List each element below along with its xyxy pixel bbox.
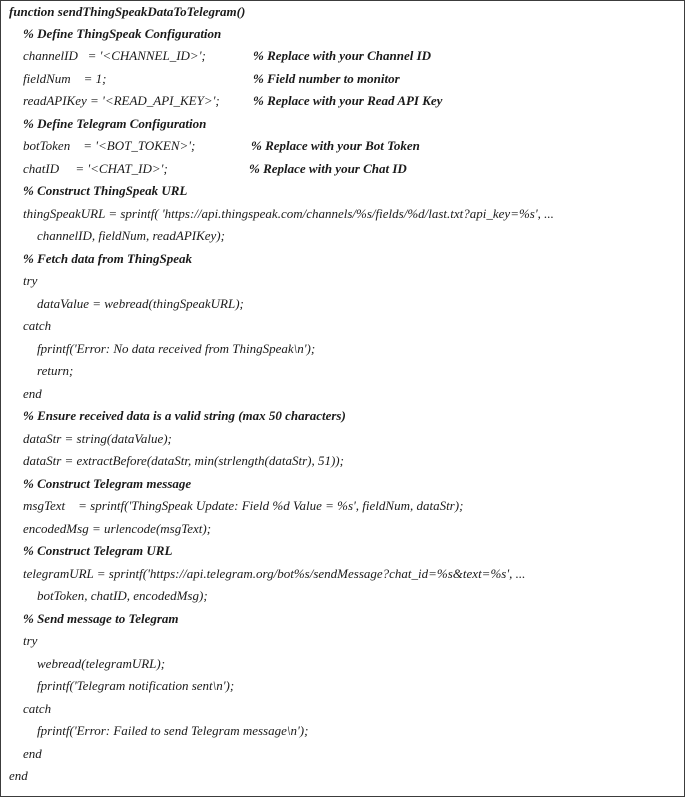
code-data-str-string: dataStr = string(dataValue); bbox=[23, 431, 172, 446]
code-error-failed: fprintf('Error: Failed to send Telegram message\n'); bbox=[37, 723, 309, 738]
code-notification-sent: fprintf('Telegram notification sent\n'); bbox=[37, 678, 235, 693]
code-chat-id: chatID = '<CHAT_ID>'; bbox=[23, 161, 168, 176]
comment-read-api-key: % Replace with your Read API Key bbox=[253, 93, 443, 108]
code-bot-token: botToken = '<BOT_TOKEN>'; bbox=[23, 138, 196, 153]
code-msg-text: msgText = sprintf('ThingSpeak Update: Field %d Value = %s', fieldNum, dataStr); bbox=[23, 498, 464, 513]
code-encoded-msg: encodedMsg = urlencode(msgText); bbox=[23, 521, 212, 536]
comment-field-num: % Field number to monitor bbox=[253, 71, 400, 86]
code-thingspeak-url-line1: thingSpeakURL = sprintf( 'https://api.thingspeak.com/channels/%s/fields/%d/last.txt?api_key=%s', ... bbox=[23, 206, 554, 221]
comment-bot-token: % Replace with your Bot Token bbox=[251, 138, 420, 153]
code-read-api-key: readAPIKey = '<READ_API_KEY>'; bbox=[23, 93, 220, 108]
code-telegram-url-line2: botToken, chatID, encodedMsg); bbox=[37, 588, 208, 603]
comment-construct-message: % Construct Telegram message bbox=[23, 476, 192, 491]
comment-fetch-data: % Fetch data from ThingSpeak bbox=[23, 251, 193, 266]
code-return: return; bbox=[37, 363, 74, 378]
comment-chat-id: % Replace with your Chat ID bbox=[249, 161, 407, 176]
comment-ensure-string: % Ensure received data is a valid string (max 50 characters) bbox=[23, 408, 346, 423]
code-telegram-url-line1: telegramURL = sprintf('https://api.telegram.org/bot%s/sendMessage?chat_id=%s&text=%s', ... bbox=[23, 566, 526, 581]
code-end-fetch: end bbox=[23, 386, 42, 401]
comment-construct-thingspeak-url: % Construct ThingSpeak URL bbox=[23, 183, 188, 198]
function-header: function sendThingSpeakDataToTelegram() bbox=[9, 4, 246, 19]
comment-construct-telegram-url: % Construct Telegram URL bbox=[23, 543, 173, 558]
code-thingspeak-url-line2: channelID, fieldNum, readAPIKey); bbox=[37, 228, 225, 243]
code-catch-fetch: catch bbox=[23, 318, 52, 333]
code-try-fetch: try bbox=[23, 273, 38, 288]
code-webread-thingspeak: dataValue = webread(thingSpeakURL); bbox=[37, 296, 244, 311]
code-try-send: try bbox=[23, 633, 38, 648]
code-end-function: end bbox=[9, 768, 28, 783]
comment-telegram-config: % Define Telegram Configuration bbox=[23, 116, 207, 131]
code-webread-telegram: webread(telegramURL); bbox=[37, 656, 166, 671]
code-data-str-extract: dataStr = extractBefore(dataStr, min(strlength(dataStr), 51)); bbox=[23, 453, 344, 468]
code-catch-send: catch bbox=[23, 701, 52, 716]
code-end-send: end bbox=[23, 746, 42, 761]
comment-channel-id: % Replace with your Channel ID bbox=[253, 48, 432, 63]
code-field-num: fieldNum = 1; bbox=[23, 71, 107, 86]
code-error-no-data: fprintf('Error: No data received from ThingSpeak\n'); bbox=[37, 341, 316, 356]
comment-thingspeak-config: % Define ThingSpeak Configuration bbox=[23, 26, 222, 41]
comment-send-message: % Send message to Telegram bbox=[23, 611, 179, 626]
code-channel-id: channelID = '<CHANNEL_ID>'; bbox=[23, 48, 206, 63]
